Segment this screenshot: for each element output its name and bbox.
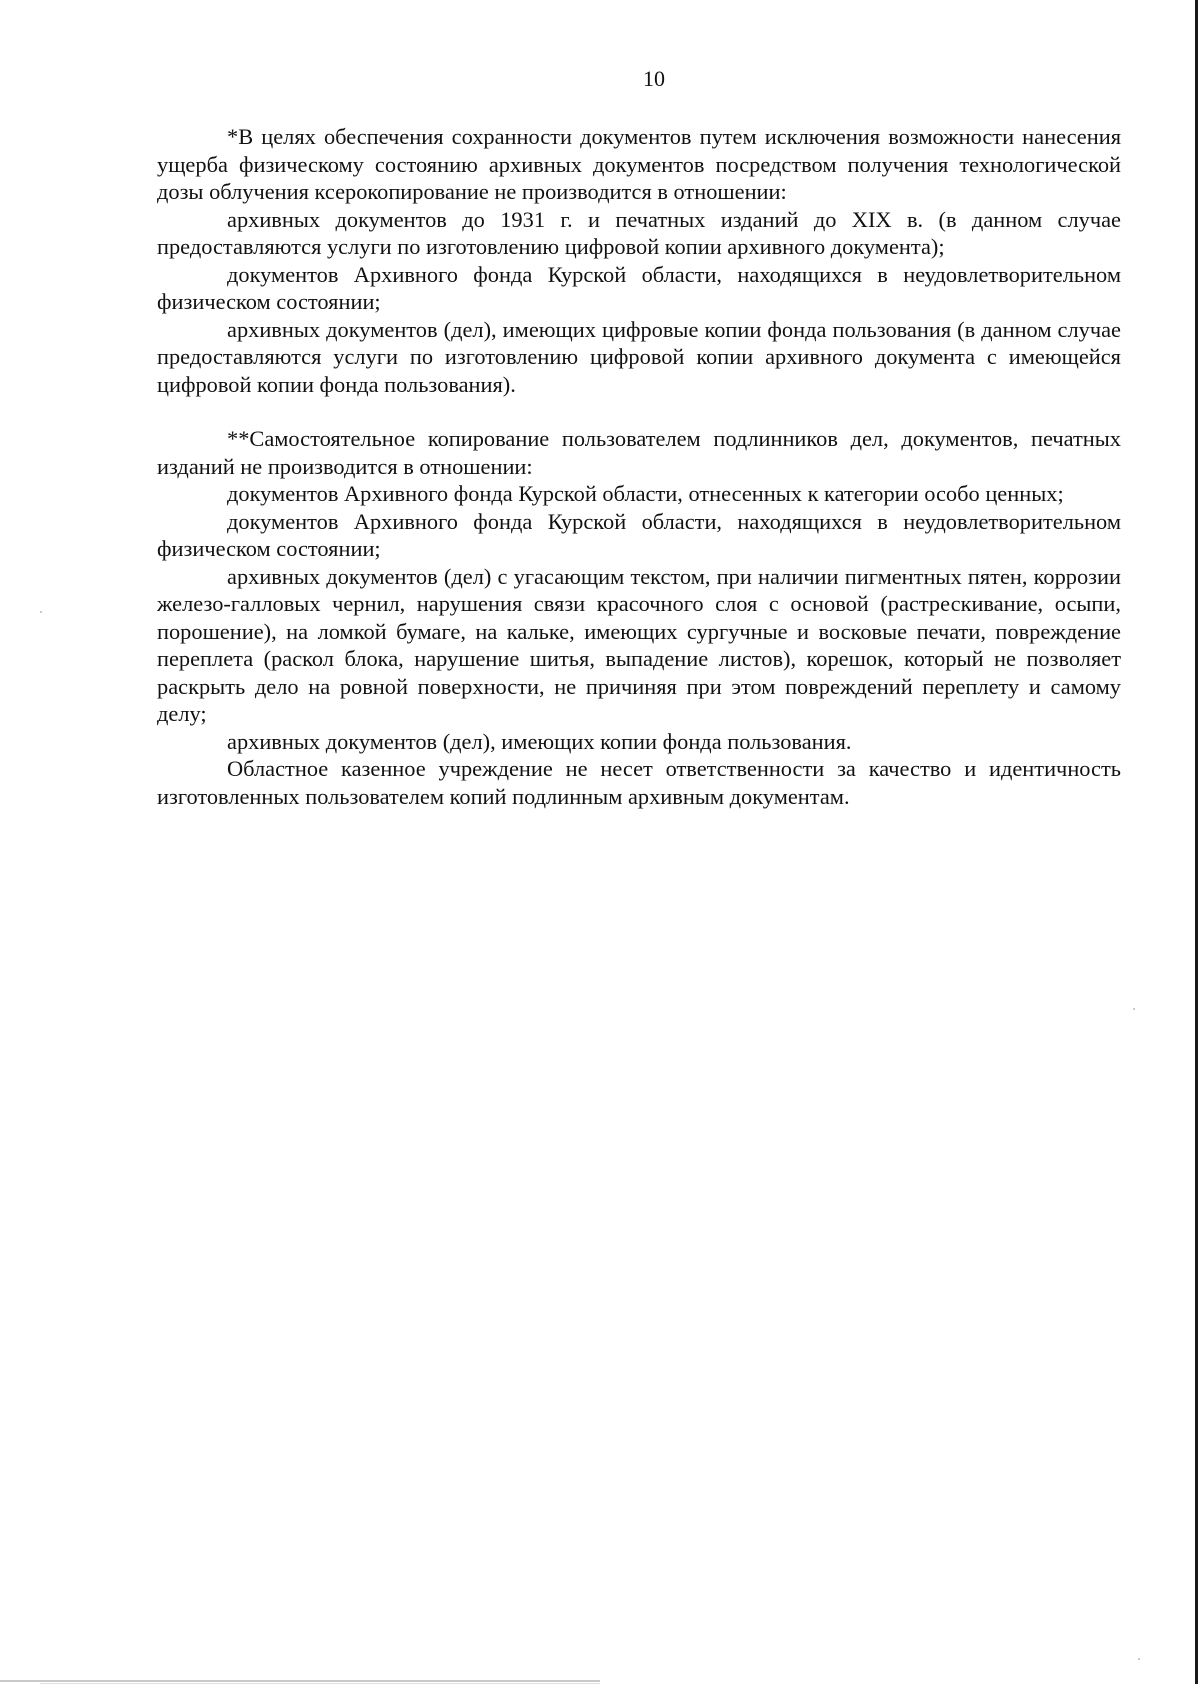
scan-edge-bottom	[0, 1680, 600, 1682]
scan-speck	[1133, 1008, 1135, 1010]
self-copy-restriction-item-damaged: архивных документов (дел) с угасающим текстом, при наличии пигментных пятен, коррозии железо-галловых чернил, нарушения связи красочного слоя с основой (растрескивание, осыпи, порошение), на ломкой бумаге, на кальке, имеющих сургучные и восковые печати, повреждение переплета (раскол блока, нарушение шитья, выпадение листов), корешок, который не позволяет раскрыть дело на ровной поверхности, не причиняя при этом повреждений переплету и самому делу;	[157, 563, 1121, 726]
self-copy-restrictions-intro: **Самостоятельное копирование пользователем подлинников дел, документов, печатных изданий не производится в отношении:	[157, 426, 1121, 479]
self-copy-restrictions-section	[157, 425, 1121, 810]
self-copy-restriction-item-poor-condition: документов Архивного фонда Курской области, находящихся в неудовлетворительном физическом состоянии;	[157, 508, 1121, 561]
xerox-restriction-item-poor-condition: документов Архивного фонда Курской области, находящихся в неудовлетворительном физическом состоянии;	[157, 261, 1121, 314]
xerox-restriction-item-digital-copies: архивных документов (дел), имеющих цифровые копии фонда пользования (в данном случае предоставляются услуги по изготовлению цифровой копии архивного документа с имеющейся цифровой копии фонда пользования).	[157, 316, 1121, 397]
self-copy-restriction-item-usage-copies: архивных документов (дел), имеющих копии фонда пользования.	[227, 728, 852, 754]
page-number: 10	[643, 66, 665, 91]
xerox-restrictions-intro: *В целях обеспечения сохранности документов путем исключения возможности нанесения ущерба физическому состоянию архивных документов посредством получения технологической дозы облучения ксерокопирование не производится в отношении:	[157, 124, 1121, 204]
liability-disclaimer: Областное казенное учреждение не несет ответственности за качество и идентичность изготовленных пользователем копий подлинным архивным документам.	[157, 756, 1121, 809]
xerox-restrictions-section	[157, 123, 1121, 398]
scan-speck	[40, 611, 42, 613]
xerox-restriction-item-pre-1931: архивных документов до 1931 г. и печатных изданий до XIX в. (в данном случае предоставляются услуги по изготовлению цифровой копии архивного документа);	[157, 206, 1121, 259]
self-copy-restriction-item-valuable: документов Архивного фонда Курской области, отнесенных к категории особо ценных;	[227, 481, 1064, 506]
scan-speck	[1138, 1658, 1140, 1660]
scan-edge-right	[1195, 0, 1198, 1684]
